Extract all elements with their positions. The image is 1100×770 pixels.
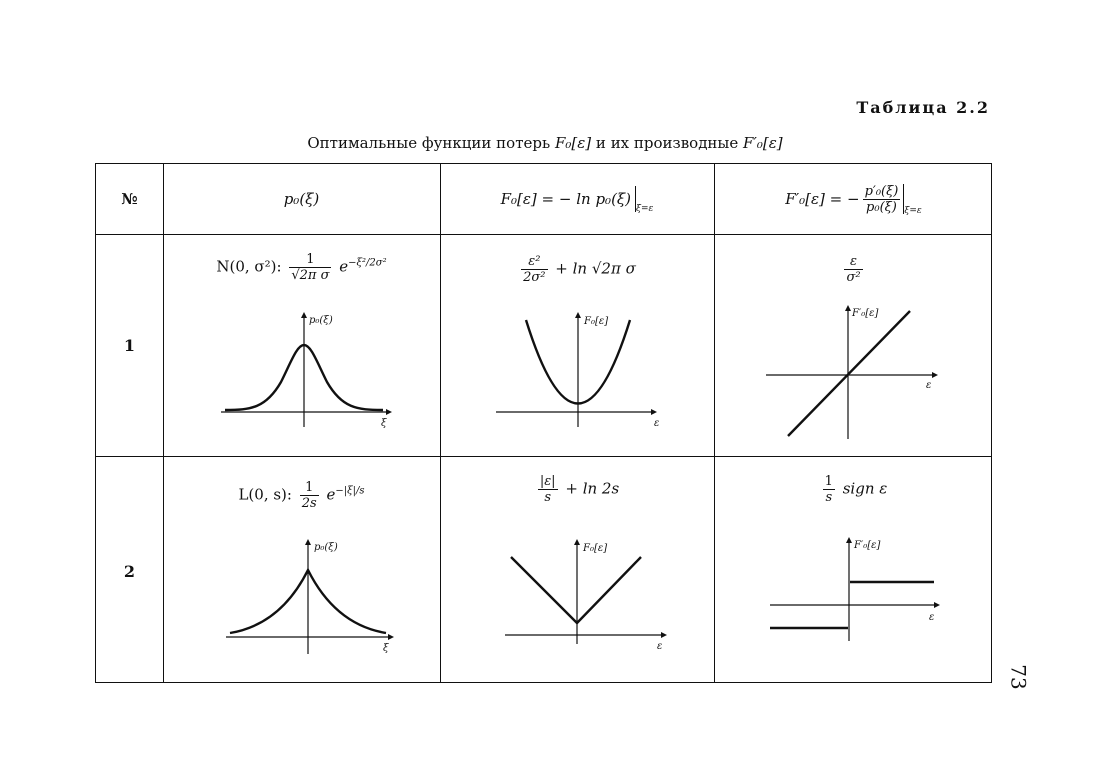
x-axis-arrow — [934, 602, 940, 608]
column-divider — [440, 164, 441, 682]
header-deriv-frac — [863, 184, 901, 215]
title-f0: F₀[ε] — [554, 134, 592, 152]
row2-loss-formula — [440, 474, 714, 505]
title-f0p: F′₀[ε] — [743, 134, 783, 152]
y-axis-label: F′₀[ε] — [854, 540, 881, 551]
y-axis-arrow — [846, 537, 852, 543]
x-axis-label: ε — [657, 641, 663, 652]
header-deriv-sub: ξ=ε — [904, 206, 922, 216]
row-number: 1 — [123, 336, 136, 355]
column-divider — [163, 164, 164, 682]
row-divider — [96, 456, 991, 457]
row2-loss-frac — [538, 474, 558, 505]
row1-loss-rest: + ln √2π σ — [555, 259, 636, 278]
row2-deriv-frac — [823, 474, 835, 505]
x-axis-arrow — [661, 632, 667, 638]
row2-density-pow: −|ξ|/s — [335, 485, 365, 497]
row1-deriv-formula — [714, 254, 993, 285]
row1-density-pow: −ξ²/2σ² — [348, 257, 387, 269]
row2-density-exp: e — [326, 485, 336, 504]
table-caption: Таблица 2.2 — [856, 98, 990, 117]
header-deriv-den: p₀(ξ) — [866, 199, 897, 215]
row2-density-name: L(0, s): — [238, 485, 292, 504]
x-axis-arrow — [932, 372, 938, 378]
x-axis-label: ε — [926, 380, 932, 391]
row-number: 2 — [123, 562, 136, 581]
row2-deriv-num: 1 — [824, 474, 833, 489]
title-mid: и их производные — [595, 134, 739, 152]
y-axis-label: F₀[ε] — [583, 543, 608, 554]
y-axis-arrow — [574, 539, 580, 545]
row1-density-formula — [163, 252, 440, 283]
row1-density-num: 1 — [289, 252, 331, 268]
header-density: p₀(ξ) — [283, 190, 320, 208]
x-axis-arrow — [651, 409, 657, 415]
y-axis-label: F₀[ε] — [584, 316, 609, 327]
y-axis-label: p₀(ξ) — [309, 315, 333, 326]
loss-functions-table — [95, 163, 992, 683]
y-axis-arrow — [301, 312, 307, 318]
row-divider — [96, 234, 991, 235]
row1-loss-num: ε² — [521, 254, 547, 270]
title-text: Оптимальные функции потерь — [307, 134, 551, 152]
row2-sign-plot — [766, 536, 946, 656]
row1-loss-den: 2σ² — [523, 270, 546, 285]
row1-loss-frac — [521, 254, 547, 285]
x-axis-label: ξ — [381, 418, 387, 429]
row1-density-name: N(0, σ²): — [216, 257, 282, 276]
row2-density-frac — [300, 480, 319, 511]
header-loss-sub: ξ=ε — [636, 204, 654, 214]
x-axis-label: ε — [929, 612, 935, 623]
page-number: 73 — [1006, 664, 1031, 690]
header-deriv-num: p′₀(ξ) — [864, 183, 899, 199]
y-axis-arrow — [305, 539, 311, 545]
row2-loss-rest: + ln 2s — [565, 479, 620, 498]
x-axis-arrow — [388, 634, 394, 640]
row2-laplace-plot — [226, 539, 401, 659]
y-axis-arrow — [575, 312, 581, 318]
column-divider — [714, 164, 715, 682]
header-loss-text: F₀[ε] = − ln p₀(ξ) — [500, 190, 632, 208]
row1-density-den: √2π σ — [291, 268, 330, 283]
x-axis-label: ε — [654, 418, 660, 429]
header-loss — [440, 164, 714, 234]
header-deriv-lhs: F′₀[ε] = − — [785, 190, 860, 208]
row1-deriv-den: σ² — [846, 270, 861, 285]
row1-linear-plot — [764, 304, 944, 439]
row1-deriv-num: ε — [844, 254, 862, 270]
x-axis-label: ξ — [383, 643, 389, 654]
row2-loss-num: |ε| — [539, 474, 556, 489]
row1-deriv-frac — [844, 254, 862, 285]
row1-gaussian-plot — [221, 312, 396, 432]
linear-derivative — [788, 311, 910, 436]
row2-abs-plot — [501, 539, 676, 659]
row2-loss-den: s — [544, 490, 552, 505]
row2-density-den: 2s — [301, 496, 317, 511]
row2-deriv-formula — [714, 474, 993, 505]
y-axis-label: F′₀[ε] — [852, 308, 879, 319]
row1-parabola-plot — [496, 312, 671, 432]
row2-deriv-den: s — [825, 490, 833, 505]
row2-deriv-rest: sign ε — [842, 479, 888, 498]
x-axis-arrow — [386, 409, 392, 415]
table-title — [0, 134, 1090, 152]
row1-density-exp: e — [339, 257, 349, 276]
row1-loss-formula — [440, 254, 714, 285]
row2-density-formula — [163, 480, 440, 511]
header-number: № — [121, 190, 138, 208]
header-derivative — [714, 164, 993, 234]
y-axis-label: p₀(ξ) — [314, 542, 338, 553]
abs-curve — [511, 557, 641, 623]
row2-density-num: 1 — [300, 480, 319, 496]
row1-density-frac — [289, 252, 331, 283]
y-axis-arrow — [845, 305, 851, 311]
